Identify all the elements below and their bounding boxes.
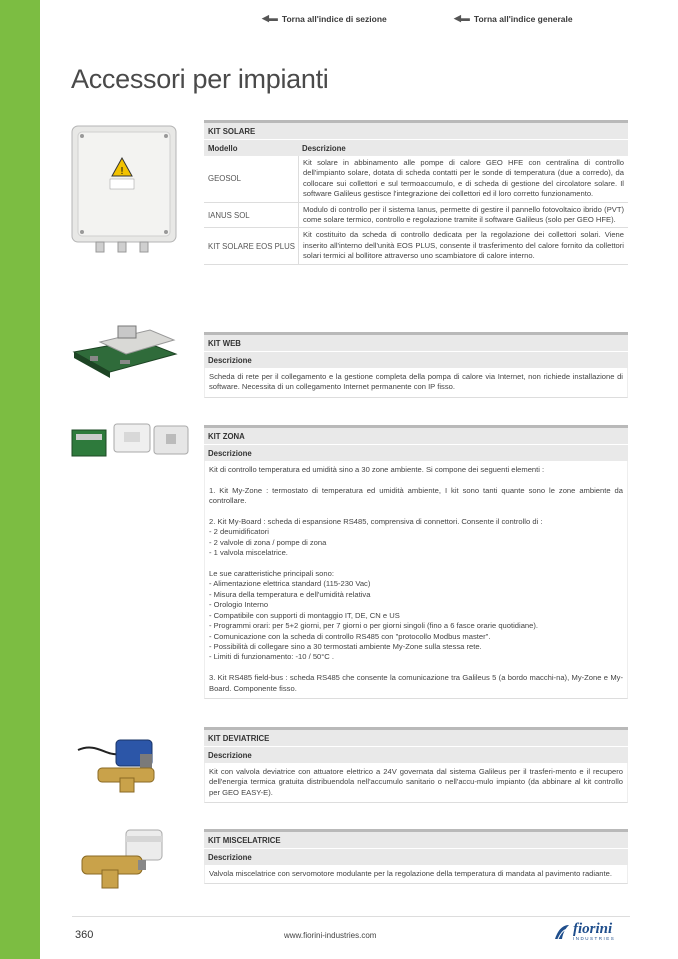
description-column-header: Descrizione xyxy=(204,444,628,461)
kit-zona-description: Kit di controllo temperatura ed umidità sino a 30 zone ambiente. Si compone dei seguenti elementi : 1. Kit My-Zone : termostato di temperatura ed umidità ambiente, I kit sono tanti quante sono le zone ambiente da controllare. 2. Kit My-Board : scheda di espansione RS485, comprensiva di connettori. Consente il controllo di : - 2 deumidificatori - 2 valvole di zona / pompe di zona - 1 valvola miscelatrice. Le sue caratteristiche principali sono: - Alimentazione elettrica standard (115-230 Vac) - Misura della temperatura e dell'umidità relativa - Orologio Interno - Compatibile con supporti di montaggio IT, DE, CN e US - Programmi orari: per 5+2 giorni, per 7 giorni o per giorni singoli (fino a 6 fasce orarie quotidiane). - Comunicazione con la scheda di controllo RS485 con "protocollo Modbus master". - Possibilità di collegare sino a 30 termostati ambiente My-Zone sulla stessa rete. - Limiti di funzionamento: -10 / 50°C . 3. Kit RS485 field-bus : scheda RS485 che consente la comunicazione tra Galileus 5 (a bordo macchi-na), My-Zone e My-Board. Componente fisso. xyxy=(204,461,628,699)
page-number: 360 xyxy=(75,929,94,941)
kit-miscelatrice-description: Valvola miscelatrice con servomotore modulante per la regolazione della temperatura di mandata al pavimento radiante. xyxy=(204,865,628,884)
kit-miscelatrice-title: KIT MISCELATRICE xyxy=(204,829,628,848)
website-url[interactable]: www.fiorini-industries.com xyxy=(284,931,377,940)
kit-zona-title: KIT ZONA xyxy=(204,425,628,444)
general-index-label[interactable]: Torna all'indice generale xyxy=(473,13,573,24)
kit-zona-image xyxy=(70,420,190,460)
kit-deviatrice-image xyxy=(76,734,180,794)
description-cell: Kit solare in abbinamento alle pompe di calore GEO HFE con centralina di controllo dell'impianto solare, dotata di scheda contatti per le sonde di temperatura (due a corredo), da collocare sui collettori e sul termoaccumulo, e di scheda di gestione del circolatore solare. Il software Galileus gestisce l'integrazione dei collettori ed il loro corretto funzionamento. xyxy=(298,156,628,202)
kit-solare-title: KIT SOLARE xyxy=(204,120,628,139)
model-cell: KIT SOLARE EOS PLUS xyxy=(208,241,295,251)
kit-solare-image xyxy=(70,124,178,262)
svg-text:!: ! xyxy=(119,166,125,177)
general-index-link[interactable] xyxy=(454,13,573,24)
table-row xyxy=(204,156,628,203)
table-row xyxy=(204,228,628,264)
page-title: Accessori per impianti xyxy=(71,64,329,94)
kit-zona-table xyxy=(204,425,628,699)
description-cell: Kit costituito da scheda di controllo dedicata per la regolazione dei collettori solari. Viene inserito all'interno dell'unità EOS PLUS, consente il trasferimento del calore fornito da collettori solari termici al bollitore attraverso uno scambiatore di calore interno. xyxy=(298,228,628,263)
kit-miscelatrice-table xyxy=(204,829,628,884)
kit-deviatrice-table xyxy=(204,727,628,803)
kit-deviatrice-description: Kit con valvola deviatrice con attuatore elettrico a 24V governata dal sistema Galileus per il trasferi-mento e il recupero dell'energia termica gratuita distribuendola nell'accumulo sanitario o nell'accu-mulo impianto (da abbinare al kit controllo per GEO EASY-E). xyxy=(204,763,628,803)
back-arrow-icon: ◀▬ xyxy=(454,13,470,23)
section-index-label[interactable]: Torna all'indice di sezione xyxy=(281,13,387,24)
kit-deviatrice-title: KIT DEVIATRICE xyxy=(204,727,628,746)
side-color-bar xyxy=(0,0,40,959)
kit-solare-table xyxy=(204,120,628,265)
kit-web-title: KIT WEB xyxy=(204,332,628,351)
logo-subtitle: INDUSTRIES xyxy=(573,936,616,941)
model-column-header: Modello xyxy=(208,144,238,153)
kit-web-description: Scheda di rete per il collegamento e la gestione completa della pompa di calore via Internet, non richiede installazione di software. Necessita di un collegamento Internet permanente con IP fisso. xyxy=(204,368,628,398)
description-column-header: Descrizione xyxy=(204,746,628,763)
fiorini-logo xyxy=(553,922,615,941)
table-row xyxy=(204,203,628,229)
description-column-header: Descrizione xyxy=(302,144,346,153)
kit-web-table xyxy=(204,332,628,398)
section-index-link[interactable] xyxy=(262,13,387,24)
model-cell: IANUS SOL xyxy=(208,210,250,220)
logo-wordmark: fiorini xyxy=(573,921,613,937)
footer-divider xyxy=(72,916,630,917)
logo-mark-icon xyxy=(553,923,571,941)
model-cell: GEOSOL xyxy=(208,174,241,184)
description-column-header: Descrizione xyxy=(204,351,628,368)
kit-solare-header-row xyxy=(204,139,628,156)
back-arrow-icon: ◀▬ xyxy=(262,13,278,23)
kit-web-image xyxy=(70,322,180,384)
description-column-header: Descrizione xyxy=(204,848,628,865)
description-cell: Modulo di controllo per il sistema Ianus, permette di gestire il pannello fotovoltaico ibrido (PVT) come solare termico, controllo e regolazione tramite il software Galileus (solo per GEO HFE). xyxy=(298,203,628,228)
kit-miscelatrice-image xyxy=(78,826,170,892)
